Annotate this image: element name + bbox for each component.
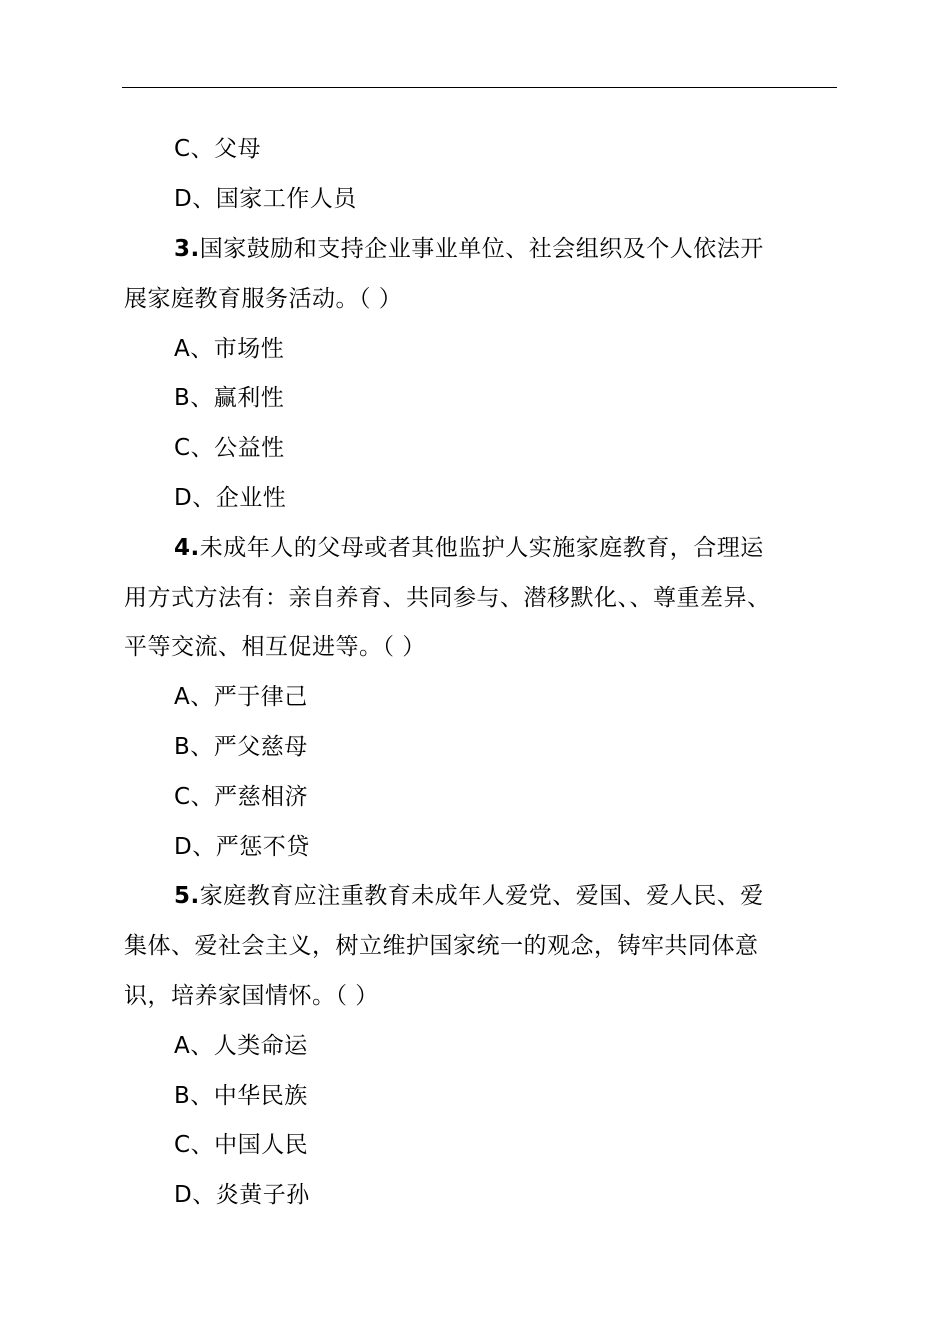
option-d-prev: D、国家工作人员 (174, 186, 357, 212)
question-4-option-a: A、严于律己 (174, 684, 308, 710)
question-3-option-d: D、企业性 (174, 485, 287, 511)
question-4-line-1: 4.未成年人的父母或者其他监护人实施家庭教育，合理运 (174, 535, 764, 561)
question-4-option-c: C、严慈相济 (174, 784, 309, 810)
question-5-line-3: 识，培养家国情怀。（ ） (124, 983, 379, 1009)
question-3-option-b: B、赢利性 (174, 385, 285, 411)
question-4-option-d: D、严惩不贷 (174, 834, 310, 860)
option-c-prev: C、父母 (174, 136, 262, 162)
question-4-line-3: 平等交流、相互促进等。（ ） (124, 634, 426, 660)
question-3-line-2: 展家庭教育服务活动。（ ） (124, 286, 403, 312)
question-number: 4. (174, 535, 200, 561)
question-5-option-a: A、人类命运 (174, 1033, 308, 1059)
question-number: 3. (174, 236, 200, 262)
question-5-option-b: B、中华民族 (174, 1083, 308, 1109)
question-5-option-c: C、中国人民 (174, 1132, 309, 1158)
question-5-line-2: 集体、爱社会主义，树立维护国家统一的观念，铸牢共同体意 (124, 933, 759, 959)
header-rule (122, 87, 837, 88)
question-number: 5. (174, 883, 200, 909)
question-3-line-1: 3.国家鼓励和支持企业事业单位、社会组织及个人依法开 (174, 236, 764, 262)
question-4-option-b: B、严父慈母 (174, 734, 308, 760)
question-5-line-1: 5.家庭教育应注重教育未成年人爱党、爱国、爱人民、爱 (174, 883, 764, 909)
question-3-option-c: C、公益性 (174, 435, 285, 461)
question-3-option-a: A、市场性 (174, 336, 285, 362)
question-5-option-d: D、炎黄子孙 (174, 1182, 310, 1208)
question-4-line-2: 用方式方法有：亲自养育、共同参与、潜移默化、、尊重差异、 (124, 585, 771, 611)
